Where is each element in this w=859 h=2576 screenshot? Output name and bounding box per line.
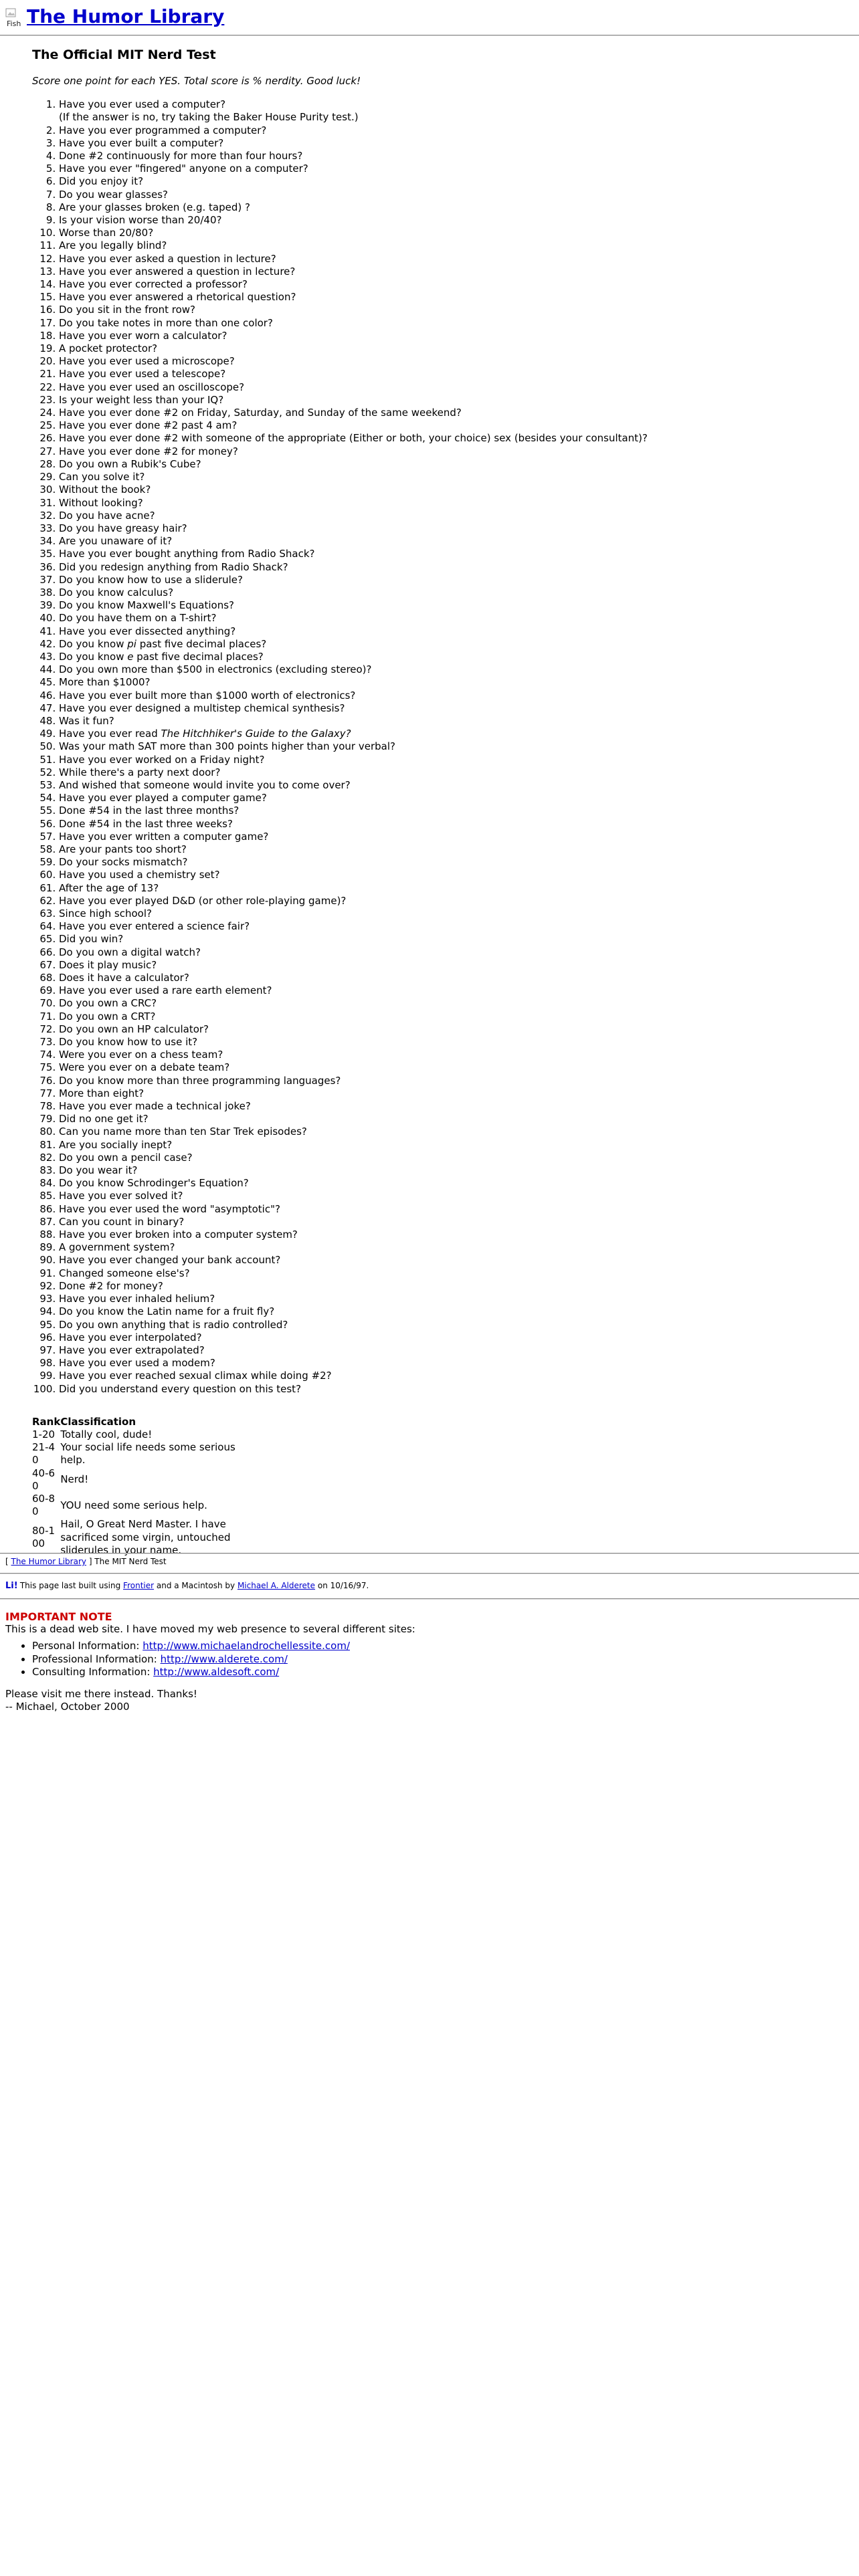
question-text: Have you ever "fingered" anyone on a computer? (59, 163, 308, 175)
rank-row (32, 1493, 256, 1518)
question-item (59, 779, 835, 792)
build-info (5, 1581, 854, 1591)
question-item (59, 599, 835, 612)
question-text: Worse than 20/80? (59, 227, 154, 239)
question-item (59, 1190, 835, 1202)
question-text: More than eight? (59, 1087, 145, 1099)
question-item (59, 98, 835, 124)
rank-classification: Nerd! (60, 1473, 89, 1486)
question-text: A pocket protector? (59, 342, 158, 355)
question-item (59, 355, 835, 368)
question-item (59, 1216, 835, 1228)
question-text: Have you ever entered a science fair? (59, 920, 250, 933)
question-item (59, 1254, 835, 1267)
question-item (59, 342, 835, 355)
question-item (59, 946, 835, 959)
footer-divider-1 (0, 1553, 859, 1554)
rank-range: 60-80 (32, 1492, 56, 1518)
rank-classification: Totally cool, dude! (60, 1428, 153, 1440)
question-text: Do you know the Latin name for a fruit fly? (59, 1305, 275, 1318)
question-item (59, 394, 835, 407)
question-text: Have you ever built more than $1000 worth of electronics? (59, 689, 356, 702)
question-list (32, 98, 835, 1396)
question-text: Since high school? (59, 907, 152, 920)
question-item (59, 1139, 835, 1152)
question-item (59, 124, 835, 137)
question-text: Have you ever used a modem? (59, 1357, 215, 1370)
rank-range: 21-40 (32, 1441, 56, 1467)
question-text: While there's a party next door? (59, 766, 221, 778)
question-item (59, 1177, 835, 1190)
question-text: Do you know how to use a sliderule? (59, 573, 243, 586)
important-note-text: This is a dead web site. I have moved my web presence to several different sites: (5, 1623, 415, 1636)
important-note (5, 1610, 854, 1713)
question-text: Do your socks mismatch? (59, 856, 188, 869)
important-note-heading: IMPORTANT NOTE (5, 1610, 112, 1623)
question-text: Is your vision worse than 20/40? (59, 214, 222, 227)
question-text: Have you ever used the word "asymptotic"? (59, 1202, 280, 1215)
question-text: Have you ever made a technical joke? (59, 1100, 251, 1113)
question-item (59, 907, 835, 920)
question-text: Have you ever broken into a computer system? (59, 1228, 298, 1241)
question-text: Are your glasses broken (e.g. taped) ? (59, 201, 250, 213)
built-mid: and a Macintosh by (154, 1581, 237, 1590)
question-item (59, 625, 835, 638)
question-text: past five decimal places? (133, 650, 264, 663)
footer-divider-2 (0, 1573, 859, 1574)
question-item (59, 510, 835, 522)
question-text: Do you own a pencil case? (59, 1151, 193, 1164)
question-item (59, 522, 835, 535)
question-text: Do you take notes in more than one color? (59, 316, 273, 329)
question-item (59, 638, 835, 651)
question-text: Can you name more than ten Star Trek episodes? (59, 1125, 307, 1138)
question-text: Was your math SAT more than 300 points higher than your verbal? (59, 740, 395, 753)
rank-range: 80-100 (32, 1524, 56, 1550)
question-item (59, 317, 835, 330)
question-text: Do you know more than three programming languages? (59, 1074, 341, 1087)
question-item (59, 432, 835, 445)
question-text: Have you ever answered a question in lecture? (59, 265, 296, 278)
question-emphasis: pi (127, 637, 136, 650)
question-item (59, 189, 835, 201)
question-text: past five decimal places? (136, 637, 267, 650)
question-item (59, 586, 835, 599)
question-text: Have you ever used a computer? (59, 98, 226, 111)
question-item (59, 1280, 835, 1293)
contact-item (32, 1666, 854, 1679)
rank-range: 40-60 (32, 1467, 56, 1492)
question-item (59, 1164, 835, 1177)
question-item (59, 497, 835, 510)
question-text: Does it play music? (59, 958, 157, 971)
question-text: Is your weight less than your IQ? (59, 393, 224, 406)
question-text: Do you own a CRT? (59, 1010, 156, 1023)
question-item (59, 882, 835, 895)
question-text: Have you ever asked a question in lecture? (59, 252, 276, 265)
question-item (59, 458, 835, 471)
question-text: Have you ever programmed a computer? (59, 124, 267, 136)
question-text: Are you socially inept? (59, 1138, 173, 1151)
breadcrumb-home-link[interactable]: The Humor Library (11, 1557, 86, 1566)
question-text: Do you know (59, 637, 128, 650)
question-text: Have you ever reached sexual climax while doing #2? (59, 1370, 332, 1382)
main-content (32, 47, 835, 1557)
question-item (59, 239, 835, 252)
rank-classification: Your social life needs some serious help. (60, 1441, 235, 1467)
question-text: Can you count in binary? (59, 1215, 185, 1228)
question-item (59, 445, 835, 458)
question-text: Have you ever written a computer game? (59, 830, 269, 843)
question-item (59, 278, 835, 291)
question-item (59, 856, 835, 869)
question-text: Do you sit in the front row? (59, 304, 195, 316)
question-item (59, 548, 835, 560)
question-text: Do you own a CRC? (59, 997, 157, 1010)
question-item (59, 1305, 835, 1318)
question-item (59, 1241, 835, 1254)
question-item (59, 997, 835, 1010)
question-text: Does it have a calculator? (59, 972, 189, 984)
question-text: Done #2 for money? (59, 1279, 163, 1292)
question-item (59, 920, 835, 933)
question-text: Did no one get it? (59, 1113, 149, 1125)
li-icon: Li! (5, 1581, 18, 1591)
question-item (59, 1319, 835, 1331)
question-item (59, 1113, 835, 1125)
question-text: Have you ever inhaled helium? (59, 1293, 215, 1305)
question-item (59, 175, 835, 188)
question-text: Without the book? (59, 484, 151, 496)
question-item (59, 1370, 835, 1382)
question-item (59, 1049, 835, 1061)
question-text: More than $1000? (59, 676, 151, 689)
question-text: Have you ever corrected a professor? (59, 278, 248, 291)
contact-label: Personal Information: (32, 1640, 143, 1652)
question-text: After the age of 13? (59, 881, 159, 894)
question-item (59, 663, 835, 676)
classification-header: Classification (60, 1415, 136, 1428)
question-text: Do you know calculus? (59, 586, 174, 599)
rank-classification: YOU need some serious help. (60, 1499, 207, 1511)
question-text: Were you ever on a chess team? (59, 1049, 223, 1061)
question-item (59, 1344, 835, 1357)
question-text: Did you understand every question on this test? (59, 1382, 302, 1395)
question-text: Do you have greasy hair? (59, 522, 187, 534)
question-text: Did you redesign anything from Radio Shack? (59, 560, 288, 573)
rank-row (32, 1428, 256, 1441)
question-text: Done #54 in the last three months? (59, 804, 240, 817)
question-item (59, 265, 835, 278)
site-header (5, 4, 224, 28)
question-item (59, 201, 835, 214)
question-text: Do you own a Rubik's Cube? (59, 457, 201, 470)
question-text: Did you win? (59, 933, 124, 946)
question-item (59, 368, 835, 381)
rank-classification: Hail, O Great Nerd Master. I have sacrificed some virgin, untouched sliderules in your name. (60, 1518, 231, 1556)
question-item (59, 651, 835, 663)
breadcrumb-open: [ (5, 1557, 11, 1566)
question-item (59, 214, 835, 227)
question-item (59, 689, 835, 702)
question-text: Have you ever worn a calculator? (59, 329, 227, 342)
question-text: Did you enjoy it? (59, 175, 144, 188)
question-text: Have you ever designed a multistep chemical synthesis? (59, 702, 345, 714)
rank-range: 1-20 (32, 1428, 56, 1440)
question-text: Have you ever played D&D (or other role-playing game)? (59, 894, 347, 907)
question-text: Do you own anything that is radio controlled? (59, 1318, 288, 1331)
question-text: Have you ever played a computer game? (59, 792, 267, 804)
question-item (59, 1357, 835, 1370)
question-text: Can you solve it? (59, 471, 145, 484)
question-item (59, 253, 835, 265)
question-item (59, 1293, 835, 1305)
question-item (59, 1036, 835, 1049)
question-text: And wished that someone would invite you to come over? (59, 778, 351, 791)
top-divider (0, 35, 859, 36)
question-text: Have you ever done #2 on Friday, Saturday, and Sunday of the same weekend? (59, 407, 462, 419)
question-item (59, 959, 835, 972)
question-text: Do you wear glasses? (59, 188, 168, 201)
question-text: Have you ever used a microscope? (59, 355, 235, 368)
closing-text: Please visit me there instead. Thanks! (5, 1688, 197, 1701)
question-text: Do you own a digital watch? (59, 946, 201, 958)
question-text: Have you ever changed your bank account? (59, 1254, 281, 1267)
question-text: Changed someone else's? (59, 1267, 190, 1279)
question-text: Without looking? (59, 496, 143, 509)
question-item (59, 1203, 835, 1216)
fish-icon (5, 8, 21, 28)
question-text: Have you ever extrapolated? (59, 1344, 205, 1356)
built-date: on 10/16/97. (315, 1581, 369, 1590)
question-text: Done #2 continuously for more than four hours? (59, 150, 303, 163)
contact-label: Professional Information: (32, 1652, 161, 1665)
question-item (59, 471, 835, 484)
question-text: Have you ever answered a rhetorical question? (59, 291, 296, 304)
question-item (59, 150, 835, 163)
question-text: Have you ever interpolated? (59, 1331, 202, 1344)
question-item (59, 676, 835, 689)
built-pre: This page last built using (17, 1581, 124, 1590)
question-text: Have you ever worked on a Friday night? (59, 753, 265, 766)
question-item (59, 419, 835, 432)
question-item (59, 407, 835, 419)
contact-item (32, 1640, 854, 1652)
question-item (59, 831, 835, 843)
question-item (59, 1010, 835, 1023)
question-text: Have you ever used a telescope? (59, 368, 226, 381)
question-item (59, 843, 835, 856)
question-item (59, 1061, 835, 1074)
question-item (59, 535, 835, 548)
question-text: Have you ever used an oscilloscope? (59, 381, 245, 393)
question-text: Do you have acne? (59, 509, 155, 522)
question-item (59, 330, 835, 342)
question-text: Have you ever bought anything from Radio Shack? (59, 548, 315, 560)
question-item (59, 227, 835, 239)
question-item (59, 1023, 835, 1036)
question-text: Have you ever used a rare earth element? (59, 984, 272, 997)
question-item (59, 1100, 835, 1113)
question-text: Do you wear it? (59, 1164, 138, 1177)
question-item (59, 1228, 835, 1241)
question-text: Have you ever done #2 for money? (59, 445, 238, 457)
question-text: Have you used a chemistry set? (59, 869, 220, 881)
signature-text: -- Michael, October 2000 (5, 1701, 130, 1713)
contact-link[interactable]: http://www.aldesoft.com/ (153, 1665, 280, 1678)
question-item (59, 163, 835, 175)
test-instructions: Score one point for each YES. Total score is % nerdity. Good luck! (32, 75, 361, 87)
question-text: Do you have them on a T-shirt? (59, 612, 217, 625)
question-emphasis: The Hitchhiker's Guide to the Galaxy? (161, 728, 351, 740)
footer-divider-3 (0, 1598, 859, 1600)
question-text: Have you ever dissected anything? (59, 625, 236, 637)
question-text: Do you know Schrodinger's Equation? (59, 1177, 249, 1190)
contact-label: Consulting Information: (32, 1665, 154, 1678)
question-text: Have you ever solved it? (59, 1190, 183, 1202)
question-item (59, 1075, 835, 1087)
question-item (59, 728, 835, 740)
author-link[interactable]: Michael A. Alderete (237, 1581, 316, 1590)
question-item (59, 304, 835, 316)
question-text: Do you own more than $500 in electronics (excluding stereo)? (59, 663, 372, 676)
question-item (59, 561, 835, 574)
question-text: Done #54 in the last three weeks? (59, 817, 233, 830)
question-item (59, 381, 835, 394)
question-text: Have you ever done #2 with someone of the appropriate (Either or both, your choice) sex (besides your consultant)? (59, 432, 648, 445)
question-item (59, 766, 835, 779)
question-item (59, 1331, 835, 1344)
question-text: A government system? (59, 1241, 175, 1254)
contact-link[interactable]: http://www.michaelandrochellessite.com/ (142, 1640, 351, 1652)
breadcrumb (5, 1557, 854, 1567)
question-text: Have you ever built a computer? (59, 136, 224, 149)
breadcrumb-current: ] The MIT Nerd Test (86, 1557, 167, 1566)
question-subnote: (If the answer is no, try taking the Baker House Purity test.) (59, 111, 359, 124)
question-item (59, 804, 835, 817)
question-item (59, 291, 835, 304)
rank-row (32, 1518, 256, 1557)
question-item (59, 702, 835, 715)
question-text: Are you legally blind? (59, 239, 167, 252)
question-item (59, 792, 835, 804)
question-item (59, 1125, 835, 1138)
question-item (59, 984, 835, 997)
fish-alt-text: Fish (7, 19, 21, 28)
question-item (59, 754, 835, 766)
question-item (59, 869, 835, 881)
frontier-link[interactable]: Frontier (123, 1581, 155, 1590)
contact-list (5, 1640, 854, 1679)
rank-row (32, 1441, 256, 1467)
question-text: Was it fun? (59, 714, 114, 727)
question-text: Do you own an HP calculator? (59, 1023, 209, 1035)
question-text: Do you know how to use it? (59, 1036, 198, 1049)
question-text: Do you know (59, 650, 128, 663)
question-item (59, 1152, 835, 1164)
test-title: The Official MIT Nerd Test (32, 47, 216, 62)
question-item (59, 484, 835, 496)
question-text: Have you ever done #2 past 4 am? (59, 419, 237, 432)
question-item (59, 818, 835, 831)
question-item (59, 933, 835, 946)
contact-link[interactable]: http://www.alderete.com/ (160, 1652, 288, 1665)
question-text: Are your pants too short? (59, 843, 187, 855)
question-item (59, 574, 835, 586)
question-item (59, 1087, 835, 1100)
question-item (59, 1267, 835, 1280)
rank-row (32, 1467, 256, 1493)
question-text: Were you ever on a debate team? (59, 1061, 230, 1074)
question-item (59, 895, 835, 907)
question-emphasis: e (127, 650, 134, 663)
question-item (59, 972, 835, 984)
question-item (59, 715, 835, 728)
rank-table (32, 1416, 256, 1557)
question-item (59, 612, 835, 625)
question-text: Have you ever read (59, 728, 161, 740)
site-title-link[interactable]: The Humor Library (27, 5, 225, 27)
rank-header: Rank (32, 1415, 61, 1428)
question-text: Do you know Maxwell's Equations? (59, 599, 234, 612)
question-text: Are you unaware of it? (59, 535, 173, 548)
contact-item (32, 1653, 854, 1666)
question-item (59, 137, 835, 150)
question-item (59, 1383, 835, 1396)
question-item (59, 740, 835, 753)
